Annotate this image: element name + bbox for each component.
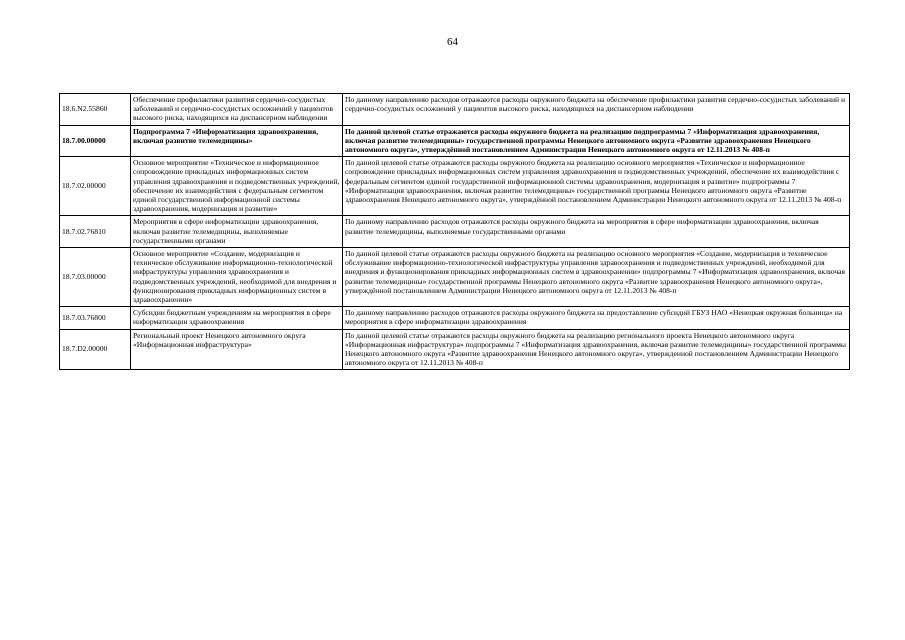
row-code: 18.7.03.00000 (60, 248, 131, 307)
table-row (60, 94, 850, 126)
row-code: 18.7.00.00000 (60, 125, 131, 157)
row-name: Мероприятия в сфере информатизации здравоохранения, включая развитие телемедицины, выполняемые государственными органами (131, 216, 343, 248)
row-description: По данной целевой статье отражаются расходы окружного бюджета на реализацию подпрограммы 7 «Информатизация здравоохранения, включая развитие телемедицины» государственной программы Ненецкого автономного округа «Развитие здравоохранения Ненецкого автономного округа», утверждённой постановлением Администрации Ненецкого автономного округа от 12.11.2013 № 408-п (343, 125, 850, 157)
row-description: По данному направлению расходов отражаются расходы окружного бюджета на предоставление субсидий ГБУЗ НАО «Ненецкая окружная больница» на мероприятия в сфере информатизации здравоохранения (343, 307, 850, 329)
row-name: Субсидии бюджетным учреждениям на мероприятия в сфере информатизации здравоохранения (131, 307, 343, 329)
row-code: 18.7.02.00000 (60, 157, 131, 216)
table-row (60, 248, 850, 307)
table-row (60, 216, 850, 248)
row-description: По данной целевой статье отражаются расходы окружного бюджета на реализацию основного мероприятия «Техническое и информационное сопровождение прикладных информационных систем управления здравоохранения и подведомственных учреждений, обеспечение их взаимодействия с федеральным сегментом единой государственной информационной системы здравоохранения, модернизация и развитие» подпрограммы 7 «Информатизация здравоохранения, включая развитие телемедицины» государственной программы Ненецкого автономного округа «Развитие здравоохранения Ненецкого автономного округа», утверждённой постановлением Администрации Ненецкого автономного округа от 12.11.2013 № 408-п (343, 157, 850, 216)
row-name: Основное мероприятие «Техническое и информационное сопровождение прикладных информационных систем управления здравоохранения и подведомственных учреждений, обеспечение их взаимодействия с федеральным сегментом единой государственной информационной системы здравоохранения, модернизация и развитие» (131, 157, 343, 216)
page-number: 64 (447, 36, 458, 48)
row-code: 18.6.N2.55860 (60, 94, 131, 126)
table-body (60, 94, 850, 370)
row-description: По данной целевой статье отражаются расходы окружного бюджета на реализацию основного мероприятия «Создание, модернизация и техническое обслуживание информационно-технологической инфраструктуры управления здравоохранения и подведомственных учреждений, необходимой для внедрения и функционирования прикладных информационных систем в здравоохранении» подпрограммы 7 «Информатизация здравоохранения, включая развитие телемедицины» государственной программы Ненецкого автономного округа «Развитие здравоохранения Ненецкого автономного округа», утверждённой постановлением Администрации Ненецкого автономного округа от 12.11.2013 № 408-п (343, 248, 850, 307)
table-row (60, 157, 850, 216)
row-code: 18.7.03.76800 (60, 307, 131, 329)
row-description: По данному направлению расходов отражаются расходы окружного бюджета на обеспечение профилактики развития сердечно-сосудистых заболеваний и сердечно-сосудистых осложнений у пациентов высокого риска, находящихся на диспансерном наблюдении (343, 94, 850, 126)
row-code: 18.7.D2.00000 (60, 329, 131, 370)
budget-classification-table (59, 93, 850, 370)
row-description: По данному направлению расходов отражаются расходы окружного бюджета на мероприятия в сфере информатизации здравоохранения, включая развитие телемедицины, выполняемые государственными органами (343, 216, 850, 248)
table-row (60, 329, 850, 370)
row-name: Обеспечение профилактики развития сердечно-сосудистых заболеваний и сердечно-сосудистых осложнений у пациентов высокого риска, находящихся на диспансерном наблюдении (131, 94, 343, 126)
row-name: Подпрограмма 7 «Информатизация здравоохранения, включая развитие телемедицины» (131, 125, 343, 157)
table-row (60, 307, 850, 329)
row-description: По данной целевой статье отражаются расходы окружного бюджета на реализацию регионального проекта Ненецкого автономного округа «Информационная инфраструктура» подпрограммы 7 «Информатизация здравоохранения, включая развитие телемедицины» государственной программы Ненецкого автономного округа «Развитие здравоохранения Ненецкого автономного округа», утвержденной постановлением Администрации Ненецкого автономного округа от 12.11.2013 № 408-п (343, 329, 850, 370)
row-code: 18.7.02.76810 (60, 216, 131, 248)
row-name: Региональный проект Ненецкого автономного округа «Информационная инфраструктура» (131, 329, 343, 370)
table-row (60, 125, 850, 157)
row-name: Основное мероприятие «Создание, модернизация и техническое обслуживание информационно-технологической инфраструктуры управления здравоохранения и подведомственных учреждений, необходимой для внедрения и функционирования прикладных информационных систем в здравоохранении» (131, 248, 343, 307)
